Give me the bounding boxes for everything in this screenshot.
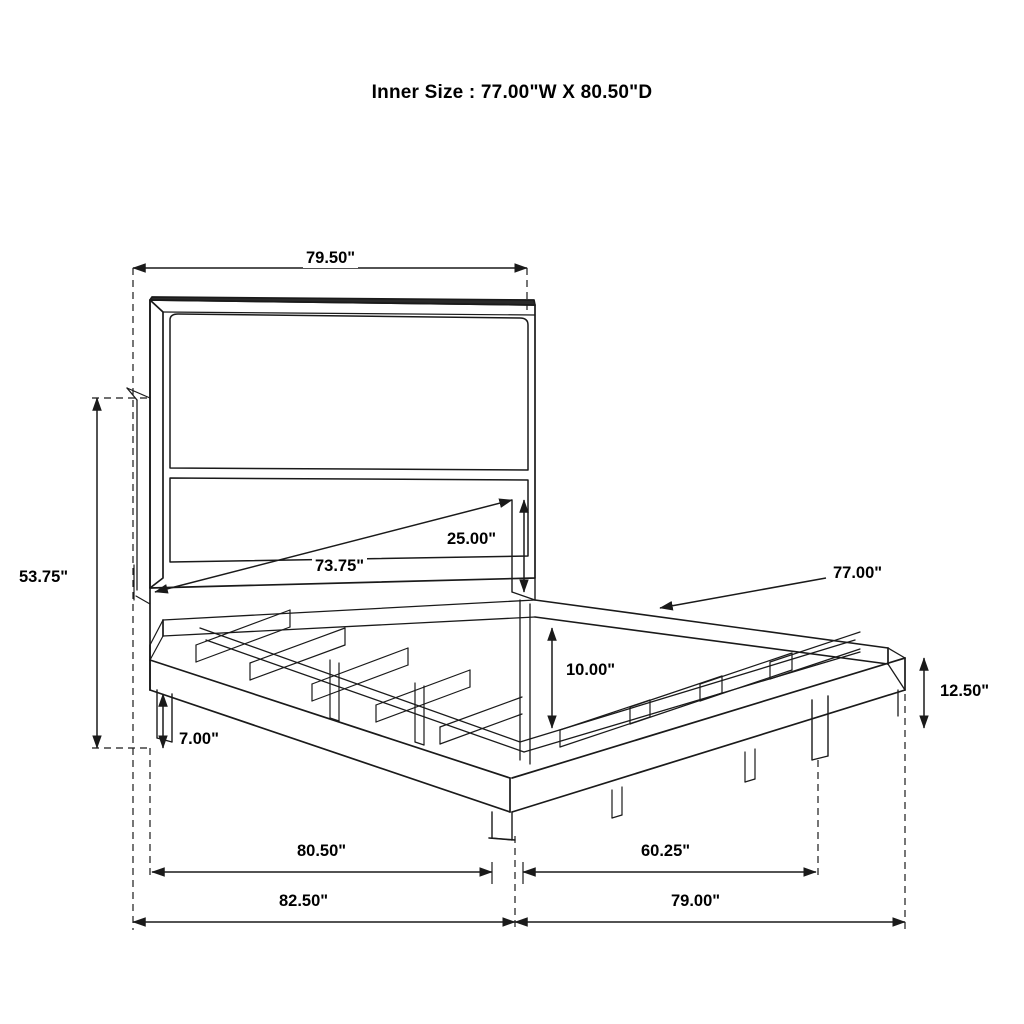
dimension-outer-depth: 82.50" [276,891,331,911]
dimension-overall-height: 53.75" [16,567,71,587]
dimension-footboard-height: 12.50" [937,681,992,701]
dimension-headboard-to-rail: 25.00" [444,529,499,549]
dimension-slat-clearance: 10.00" [563,660,618,680]
dimension-headboard-width: 79.50" [303,248,358,268]
dimension-leg-height: 7.00" [176,729,222,749]
dimension-foot-width-outer: 79.00" [668,891,723,911]
dimension-side-rail-width: 77.00" [830,563,885,583]
dimension-headboard-panel-width: 73.75" [312,556,367,576]
page-title: Inner Size : 77.00"W X 80.50"D [371,82,653,103]
dimension-foot-width-inner: 60.25" [638,841,693,861]
dimension-inner-depth: 80.50" [294,841,349,861]
